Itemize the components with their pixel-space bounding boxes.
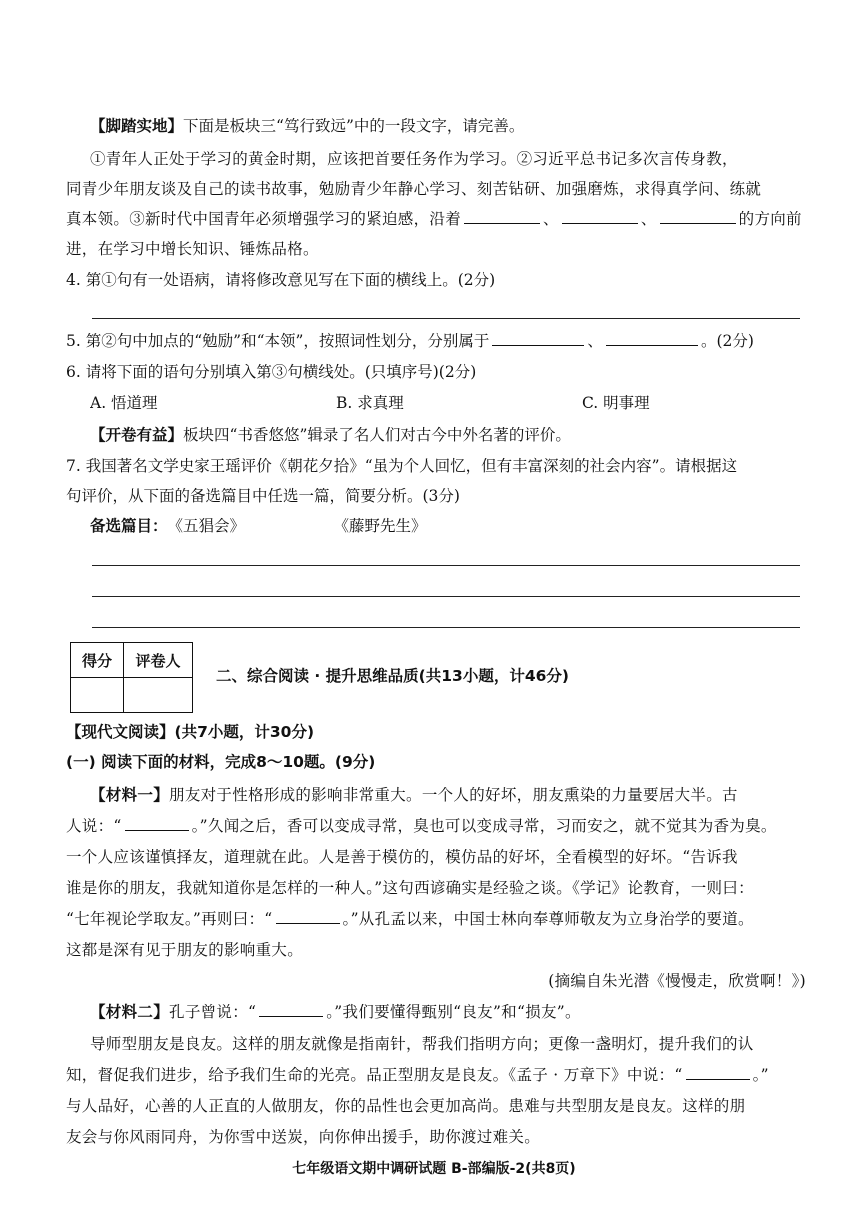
material-1-blank-1[interactable] — [125, 816, 189, 831]
material-1-line-5 — [66, 909, 806, 929]
block3-p3b: 的方向前 — [738, 210, 802, 228]
fill-blank-2[interactable] — [562, 209, 638, 224]
choice-2: 《藤野先生》 — [333, 517, 427, 535]
block4-intro — [90, 425, 806, 445]
choice-label: 备选篇目： — [90, 517, 168, 535]
grader-header: 评卷人 — [124, 643, 193, 678]
question-5-text-b: 。(2分) — [700, 332, 754, 350]
material-2-line-4: 与人品好，心善的人正直的人做朋友，你的品性也会更加高尚。患难与共型朋友是良友。这样的朋 — [66, 1097, 746, 1115]
fill-blank-1[interactable] — [464, 209, 540, 224]
block3-p3a: 真本领。③新时代中国青年必须增强学习的紧迫感，沿着 — [66, 210, 462, 228]
blank-separator-1: 、 — [543, 210, 559, 228]
material-1-l5b: 。”从孔孟以来，中国士林向奉尊师敬友为立身治学的要道。 — [342, 910, 754, 928]
grader-cell[interactable] — [124, 678, 193, 713]
material-1-blank-2[interactable] — [276, 909, 340, 924]
material-2-l1a: 孔子曾说：“ — [169, 1003, 257, 1021]
question-5-text-a: 5. 第②句中加点的“勉励”和“本领”，按照词性划分，分别属于 — [66, 332, 490, 350]
block4-text: 板块四“书香悠悠”辑录了名人们对古今中外名著的评价。 — [183, 426, 571, 444]
material-2-l3a: 知，督促我们进步，给予我们生命的光亮。品正型朋友是良友。《孟子 · 万章下》中说：“ — [66, 1066, 683, 1084]
material-1-line-1 — [90, 785, 806, 805]
q5-blank-2[interactable] — [606, 331, 698, 346]
material-2-line-5: 友会与你风雨同舟，为你雪中送炭，向你伸出援手，助你渡过难关。 — [66, 1128, 541, 1146]
q5-separator: 、 — [587, 332, 603, 350]
material-1-source: (摘编自朱光潜《慢慢走，欣赏啊！》) — [548, 972, 806, 990]
block3-tag: 【脚踏实地】 — [90, 117, 184, 135]
question-7-line-2: 句评价，从下面的备选篇目中任选一篇，简要分析。(3分) — [66, 487, 460, 505]
score-table — [70, 642, 193, 713]
q5-blank-1[interactable] — [492, 331, 584, 346]
block3-paragraph-line-1: ①青年人正处于学习的黄金时期，应该把首要任务作为学习。②习近平总书记多次言传身教， — [90, 150, 738, 168]
answer-line-q4[interactable] — [92, 318, 800, 319]
material-2-l3b: 。” — [752, 1066, 769, 1084]
material-2-line-2: 导师型朋友是良友。这样的朋友就像是指南针，帮我们指明方向；更像一盏明灯，提升我们的认 — [90, 1035, 754, 1053]
question-4: 4. 第①句有一处语病，请将修改意见写在下面的横线上。(2分) — [66, 271, 496, 289]
block3-paragraph-line-2: 同青少年朋友谈及自己的读书故事，勉励青少年静心学习、刻苦钻研、加强磨炼，求得真学问、练就 — [66, 180, 762, 198]
material-1-l2b: 。”久闻之后，香可以变成寻常，臭也可以变成寻常，习而安之，就不觉其为香为臭。 — [191, 817, 777, 835]
modern-reading-heading: 【现代文阅读】(共7小题，计30分) — [66, 723, 315, 741]
part-1-heading: (一) 阅读下面的材料，完成8～10题。(9分) — [66, 753, 376, 771]
material-1-l2a: 人说：“ — [66, 817, 122, 835]
blank-separator-2: 、 — [640, 210, 657, 228]
material-2-blank-2[interactable] — [686, 1065, 750, 1080]
material-1-line-2 — [66, 816, 806, 836]
material-1-line-3: 一个人应该谨慎择友，道理就在此。人是善于模仿的，模仿品的好坏，全看模型的好坏。“告诉我 — [66, 848, 738, 866]
score-header: 得分 — [71, 643, 124, 678]
answer-line-q7-3[interactable] — [92, 627, 800, 628]
fill-blank-3[interactable] — [660, 209, 736, 224]
material-2-line-1 — [90, 1002, 806, 1022]
material-1-line-4: 谁是你的朋友，我就知道你是怎样的一种人。”这句西谚确实是经验之谈。《学记》论教育，一则曰： — [66, 879, 754, 897]
option-a: A. 悟道理 — [90, 394, 158, 412]
block3-intro-text: 下面是板块三“笃行致远”中的一段文字，请完善。 — [183, 117, 525, 135]
block3-intro — [90, 116, 806, 136]
material-2-line-3 — [66, 1065, 806, 1085]
option-b: B. 求真理 — [336, 394, 404, 412]
question-5 — [66, 331, 806, 351]
material-1-tag: 【材料一】 — [90, 786, 170, 804]
material-2-l1b: 。”我们要懂得甄别“良友”和“损友”。 — [326, 1003, 581, 1021]
question-6: 6. 请将下面的语句分别填入第③句横线处。(只填序号)(2分) — [66, 363, 477, 381]
answer-line-q7-2[interactable] — [92, 596, 800, 597]
choice-1: 《五猖会》 — [167, 517, 246, 535]
score-cell[interactable] — [71, 678, 124, 713]
question-6-options — [90, 393, 806, 413]
material-2-blank-1[interactable] — [259, 1002, 323, 1017]
material-1-l5a: “七年视论学取友。”再则曰：“ — [66, 910, 273, 928]
page-footer: 七年级语文期中调研试题 B-部编版-2(共8页) — [292, 1161, 576, 1177]
material-2-tag: 【材料二】 — [90, 1003, 170, 1021]
material-1-text-1: 朋友对于性格形成的影响非常重大。一个人的好坏，朋友熏染的力量要居大半。古 — [169, 786, 738, 804]
question-7-line-1: 7. 我国著名文学史家王瑶评价《朝花夕拾》“虽为个人回忆，但有丰富深刻的社会内容”。请根据这 — [66, 457, 738, 475]
option-c: C. 明事理 — [582, 394, 650, 412]
block3-paragraph-line-4: 进，在学习中增长知识、锤炼品格。 — [66, 240, 319, 258]
block4-tag: 【开卷有益】 — [90, 426, 184, 444]
section-2-title: 二、综合阅读 · 提升思维品质(共13小题，计46分) — [216, 667, 569, 685]
question-7-choices — [90, 516, 806, 536]
material-1-line-6: 这都是深有见于朋友的影响重大。 — [66, 941, 304, 959]
block3-paragraph-line-3 — [66, 209, 806, 229]
answer-line-q7-1[interactable] — [92, 565, 800, 566]
